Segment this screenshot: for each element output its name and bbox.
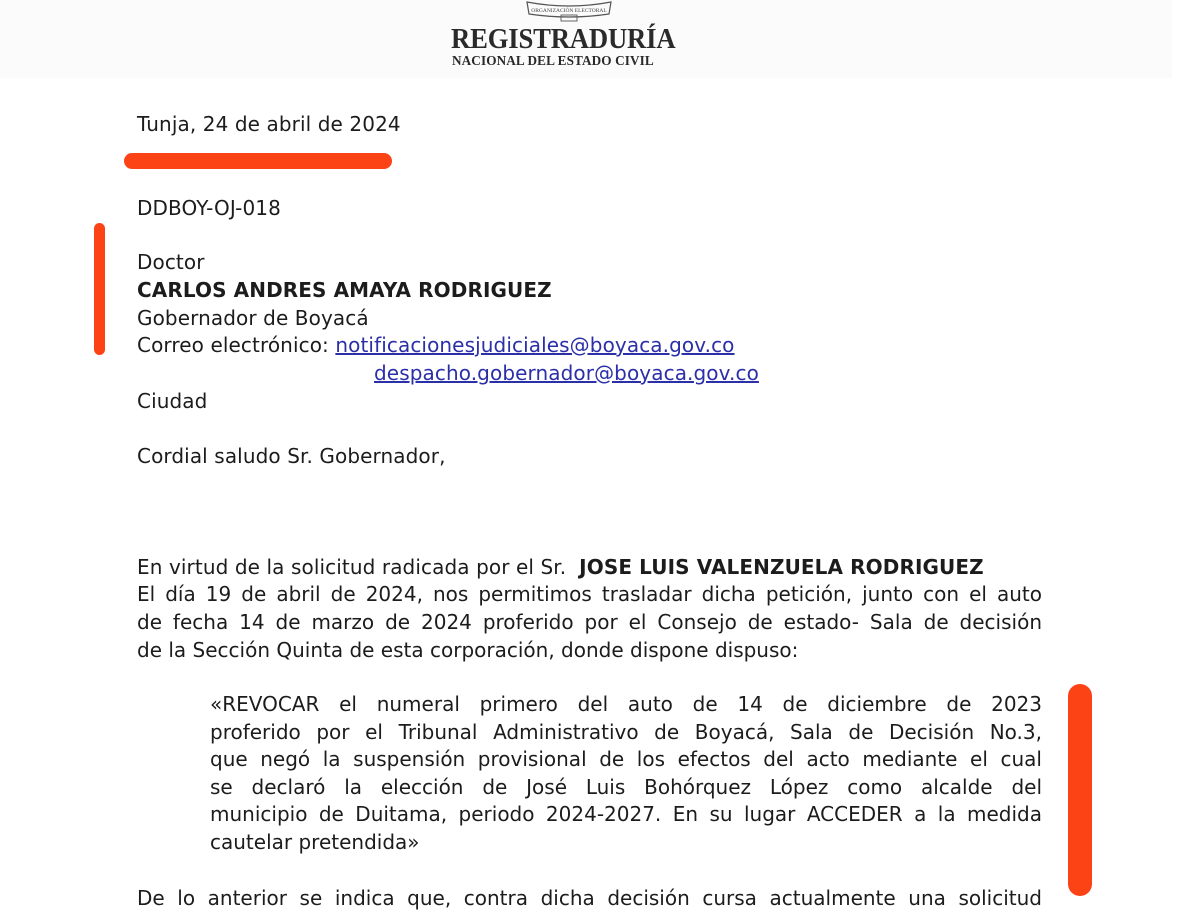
- recipient-city: Ciudad: [137, 389, 208, 413]
- quote-line: cautelar pretendida»: [210, 829, 420, 854]
- logo-subtitle: NACIONAL DEL ESTADO CIVIL: [452, 53, 654, 68]
- body-line-1: [137, 553, 984, 581]
- quote-line: proferido por el Tribunal Administrativo de Boyacá, Sala de Decisión No.3,: [210, 719, 1042, 744]
- recipient-email-row: [137, 331, 735, 359]
- petitioner-name: JOSE LUIS VALENZUELA RODRIGUEZ: [579, 555, 984, 579]
- recipient-title: Doctor: [137, 250, 205, 274]
- reference-code: DDBOY-OJ-018: [137, 196, 281, 220]
- email-label: Correo electrónico:: [137, 333, 329, 357]
- body-line: de la Sección Quinta de esta corporación, donde dispone dispuso:: [137, 638, 799, 662]
- quote-line: «REVOCAR el numeral primero del auto de 14 de diciembre de 2023: [210, 692, 1042, 716]
- quote-line: que negó la suspensión provisional de los efectos del acto mediante el cual: [210, 747, 1042, 771]
- quoted-ruling: [210, 691, 1042, 856]
- next-paragraph-partial: [137, 884, 1042, 912]
- body-line-1-prefix: En virtud de la solicitud radicada por el Sr.: [137, 555, 567, 579]
- place-date: Tunja, 24 de abril de 2024: [137, 112, 401, 136]
- quote-line: municipio de Duitama, periodo 2024-2027. En su lugar ACCEDER a la medida: [210, 802, 1042, 826]
- email-link-notificaciones[interactable]: notificacionesjudiciales@boyaca.gov.co: [335, 333, 735, 357]
- highlight-marker-vertical-right: [1068, 684, 1092, 896]
- body-paragraph: [137, 580, 1042, 664]
- body-line: de fecha 14 de marzo de 2024 proferido por el Consejo de estado- Sala de decisión: [137, 610, 1042, 634]
- recipient-email-row-2: [374, 359, 759, 387]
- svg-text:ORGANIZACIÓN ELECTORAL: ORGANIZACIÓN ELECTORAL: [531, 8, 607, 14]
- greeting: Cordial saludo Sr. Gobernador,: [137, 444, 446, 468]
- highlight-marker-underline: [124, 153, 392, 169]
- letterhead: [0, 0, 1172, 78]
- quote-line: se declaró la elección de José Luis Bohórquez López como alcalde del: [210, 774, 1042, 799]
- coat-of-arms-emblem-icon: [523, 0, 615, 22]
- email-link-despacho[interactable]: despacho.gobernador@boyaca.gov.co: [374, 361, 759, 385]
- body-line: De lo anterior se indica que, contra dicha decisión cursa actualmente una solicitud: [137, 886, 1042, 910]
- recipient-position: Gobernador de Boyacá: [137, 306, 369, 330]
- body-line: El día 19 de abril de 2024, nos permitimos trasladar dicha petición, junto con el auto: [137, 582, 1042, 606]
- recipient-name: CARLOS ANDRES AMAYA RODRIGUEZ: [137, 278, 552, 302]
- highlight-marker-vertical-left: [94, 223, 105, 355]
- logo-title: REGISTRADURÍA: [451, 23, 676, 55]
